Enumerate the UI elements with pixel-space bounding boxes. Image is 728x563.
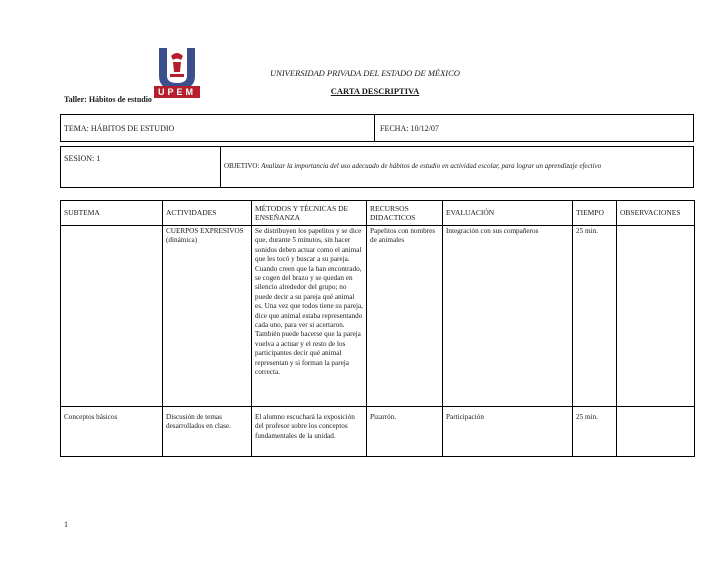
logo-wordmark: UPEM [154,86,200,98]
cell-observaciones [617,226,695,407]
divider [220,146,221,188]
cell-subtema: Conceptos básicos [61,407,163,457]
table-row [61,407,695,457]
cell-recursos: Papelitos con nombres de animales [367,226,443,407]
objetivo [224,162,601,170]
document-title: CARTA DESCRIPTIVA [330,86,420,96]
university-name: UNIVERSIDAD PRIVADA DEL ESTADO DE MÉXICO [270,68,460,78]
table-header-row [61,201,695,226]
cell-observaciones [617,407,695,457]
header-metodos: MÉTODOS Y TÉCNICAS DE ENSEÑANZA [252,201,367,226]
page-number: 1 [64,520,68,529]
objetivo-label: OBJETIVO: [224,162,262,170]
cell-tiempo: 25 min. [573,407,617,457]
cell-actividades: Discusión de temas desarrollados en clase. [163,407,252,457]
tema-label: TEMA: HÁBITOS DE ESTUDIO [64,124,175,133]
header-actividades: ACTIVIDADES [163,201,252,226]
header-evaluacion: EVALUACIÓN [443,201,573,226]
header-recursos: RECURSOS DIDACTICOS [367,201,443,226]
cell-evaluacion: Integración con sus compañeros [443,226,573,407]
fecha-label: FECHA: 10/12/07 [380,124,439,133]
objetivo-text: Analizar la importancia del uso adecuado de hábitos de estudio en actividad escolar, para lograr un aprendizaje efectivo [261,162,602,170]
cell-evaluacion: Participación [443,407,573,457]
planning-table [60,200,695,457]
cell-recursos: Pizarrón. [367,407,443,457]
table-row [61,226,695,407]
header-subtema: SUBTEMA [61,201,163,226]
cell-metodos: El alumno escuchará la exposición del profesor sobre los conceptos fundamentales de la unidad. [252,407,367,457]
workshop-name: Taller: Hábitos de estudio [64,95,152,104]
cell-subtema [61,226,163,407]
divider [374,114,375,142]
header-tiempo: TIEMPO [573,201,617,226]
sesion-label: SESION: 1 [64,154,101,163]
cell-tiempo: 25 min. [573,226,617,407]
header-observaciones: OBSERVACIONES [617,201,695,226]
cell-actividades: CUERPOS EXPRESIVOS (dinámica) [163,226,252,407]
cell-metodos: Se distribuyen los papelitos y se dice que, durante 5 minutos, sin hacer sonidos deben actuar como el animal que les tocó y buscar a su pareja. Cuando creen que la han encontrado, se cogen del brazo y se quedan en silencio alrededor del grupo; no puede decir a su pareja qué animal es. Una vez que todos tiene su pareja, dice que animal estaba representando cada uno, para ver si acertaron. También puede hacerse que la pareja vuelva a actuar y el resto de los participantes decir qué animal representan y si forman la pareja correcta. [252,226,367,407]
